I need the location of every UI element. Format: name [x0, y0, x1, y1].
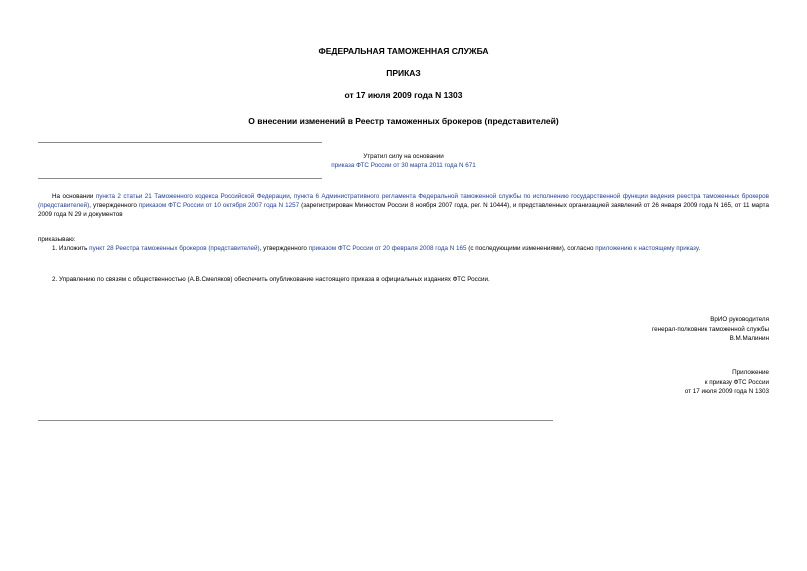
order-item-2: 2. Управлению по связям с общественностью (А.В.Смеляков) обеспечить опубликование настоящего приказа в официальных изданиях ФТС России. [52, 276, 490, 283]
status-note-link[interactable]: приказа ФТС России от 30 марта 2011 года N 671 [331, 162, 476, 169]
signature-block [652, 315, 769, 344]
divider [38, 420, 553, 421]
preamble-link-order-1257[interactable]: приказом ФТС России от 10 октября 2007 года N 1257 [138, 202, 300, 209]
signature-rank: генерал-полковник таможенной службы [651, 325, 769, 333]
divider [38, 142, 322, 143]
item1-text: (с последующими изменениями), согласно [466, 245, 596, 252]
order-word: приказываю: [38, 236, 76, 243]
document-subject: О внесении изменений в Реестр таможенных брокеров (представителей) [248, 116, 559, 126]
preamble-separator: , [289, 193, 294, 200]
preamble-link-customs-code[interactable]: пункта 2 статьи 21 Таможенного кодекса Российской Федерации [95, 193, 290, 200]
item1-link-registry-point[interactable]: пункт 28 Реестра таможенных брокеров (представителей) [89, 245, 260, 252]
status-note [0, 152, 807, 170]
preamble-link-regulation[interactable]: пункта 6 Административного регламента Федеральной таможенной службы по исполнению государственной функции ведения реестра таможенных брокеров (представителей) [38, 193, 770, 209]
item1-text: , утвержденного [259, 245, 309, 252]
appendix-block [685, 368, 769, 397]
agency-title: ФЕДЕРАЛЬНАЯ ТАМОЖЕННАЯ СЛУЖБА [318, 46, 489, 56]
status-note-text: Утратил силу на основании [363, 153, 444, 160]
document-type: ПРИКАЗ [386, 68, 421, 78]
signature-name: В.М.Малинин [729, 335, 769, 342]
preamble-lead: На основании [52, 193, 96, 200]
item1-link-order-165[interactable]: приказом ФТС России от 20 февраля 2008 года N 165 [308, 245, 467, 252]
appendix-date: от 17 июля 2009 года N 1303 [684, 388, 769, 395]
divider [38, 178, 322, 179]
appendix-reference: к приказу ФТС России [704, 378, 769, 386]
preamble-tail: (зарегистрирован Минюстом России 8 ноября 2007 года, рег. N 10444), и представленных организацией заявлений от 26 января 2009 года N 165, от 11 марта 2009 года N 29 и документов [38, 202, 769, 218]
appendix-title: Приложение [732, 369, 769, 376]
order-item-1 [38, 244, 769, 253]
signature-position: ВрИО руководителя [710, 316, 769, 323]
item1-end: . [698, 245, 701, 252]
item1-link-appendix[interactable]: приложению к настоящему приказу [595, 245, 699, 252]
preamble-paragraph [38, 192, 769, 219]
preamble-separator: , утвержденного [89, 202, 139, 209]
item1-lead: 1. Изложить [52, 245, 90, 252]
document-date-number: от 17 июля 2009 года N 1303 [344, 90, 463, 100]
